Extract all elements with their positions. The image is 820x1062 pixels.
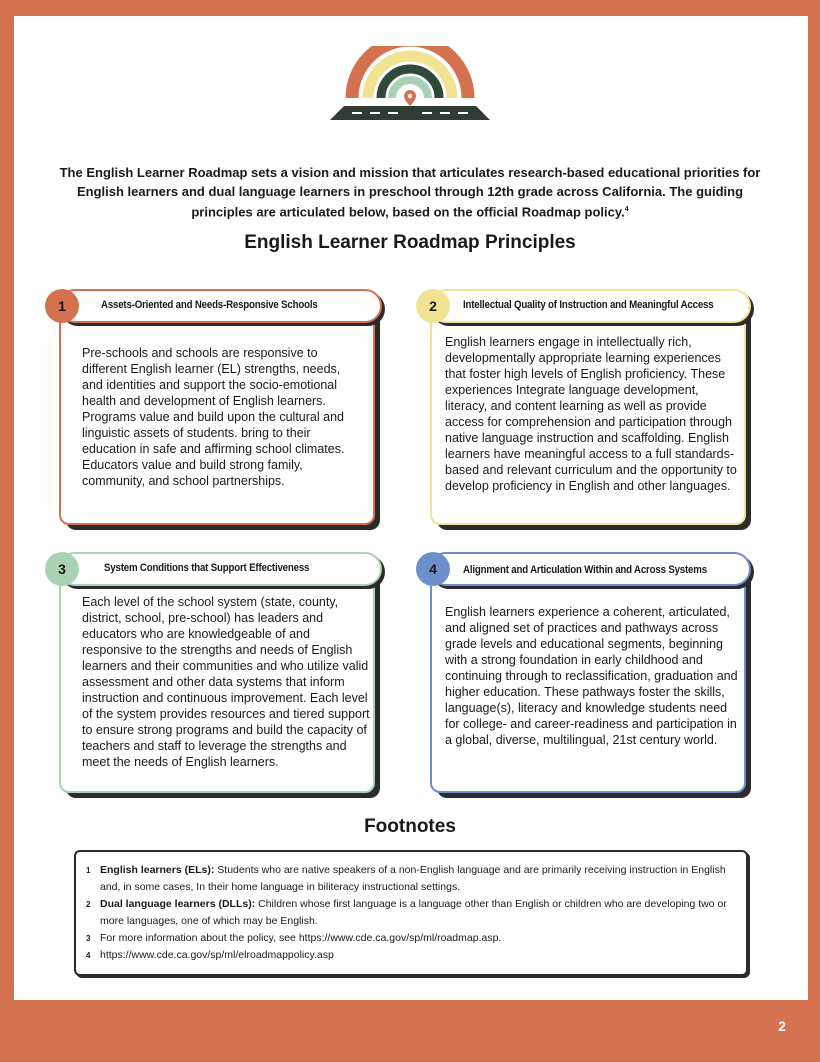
principle-number-1: 1 [45, 289, 79, 323]
footnote-text: Students who are native speakers of a non-English language and are primarily receiving instruction in English and, in some cases, In their home language in biliteracy instructional settings. [100, 864, 726, 893]
principle-body-1: Pre-schools and schools are responsive to different English learner (EL) strengths, needs, and identities and support the socio-emotional health and development of English learners. Programs value and build upon the cultural and linguistic assets of students. bring to their education in safe and affirming school climates. Educators value and build strong family, community, and school partnerships. [82, 346, 345, 488]
footnote-term: English learners (ELs): [100, 864, 215, 876]
footnote-number: 3 [86, 934, 91, 943]
footnote-link[interactable]: https://www.cde.ca.gov/sp/ml/elroadmappolicy.asp [100, 949, 334, 961]
footnotes-box [74, 850, 748, 976]
footnote-number: 1 [86, 866, 91, 875]
footnote-number: 2 [86, 900, 91, 909]
footnote-1 [86, 862, 736, 896]
principle-body-2: English learners engage in intellectually rich, developmentally appropriate learning experiences that foster high levels of English proficiency. These experiences Integrate language development, literacy, and content learning as well as provide access for comprehension and participation through native language instruction and scaffolding. English learners have meaningful access to a full standards-based and relevant curriculum and the opportunity to develop proficiency in English and other languages. [445, 335, 737, 493]
footnote-4 [86, 947, 736, 964]
intro-paragraph [50, 164, 770, 222]
principle-number-4: 4 [416, 552, 450, 586]
intro-footnote-ref: 4 [624, 206, 629, 213]
principle-body-4: English learners experience a coherent, articulated, and aligned set of practices and pathways across grade levels and educational segments, beginning with a strong foundation in early childhood and continuing through to reclassification, graduation and higher education. These pathways foster the skills, language(s), literacy and knowledge students need for college- and career-readiness and participation in a global, diverse, multilingual, 21st century world. [445, 605, 738, 747]
principle-title-4: Alignment and Articulation Within and Across Systems [463, 564, 707, 576]
footnote-text: For more information about the policy, see https://www.cde.ca.gov/sp/ml/roadmap.asp. [100, 932, 502, 944]
footnote-term: Dual language learners (DLLs): [100, 898, 256, 910]
principle-number-3: 3 [45, 552, 79, 586]
footnote-text: Children whose first language is a language other than English or children who are developing two or more languages, one of which may be English. [100, 898, 727, 927]
footnote-number: 4 [86, 951, 91, 960]
principle-number-2: 2 [416, 289, 450, 323]
page-number: 2 [778, 1018, 786, 1034]
footer-band [0, 1000, 820, 1062]
footnote-3 [86, 930, 736, 947]
rainbow-road-icon [330, 46, 490, 122]
principles-title: English Learner Roadmap Principles [244, 232, 576, 253]
principle-title-3: System Conditions that Support Effectiveness [104, 562, 310, 574]
footnotes-title: Footnotes [364, 816, 456, 837]
principle-body-3: Each level of the school system (state, county, district, school, pre-school) has leaders and educators who are knowledgeable of and responsive to the strengths and needs of English learners and their communities and who utilize valid assessment and other data systems that inform instruction and continuous improvement. Each level of the system provides resources and tiered support to ensure strong programs and build the capacity of teachers and staff to leverage the strengths and meet the needs of English learners. [82, 595, 370, 769]
principle-title-1: Assets-Oriented and Needs-Responsive Schools [101, 299, 318, 311]
principle-title-2: Intellectual Quality of Instruction and Meaningful Access [463, 299, 714, 311]
intro-text: The English Learner Roadmap sets a vision and mission that articulates research-based educational priorities for English learners and dual language learners in preschool through 12th grade across California. The guiding principles are articulated below, based on the official Roadmap policy. [59, 165, 761, 220]
footnote-2 [86, 896, 736, 930]
